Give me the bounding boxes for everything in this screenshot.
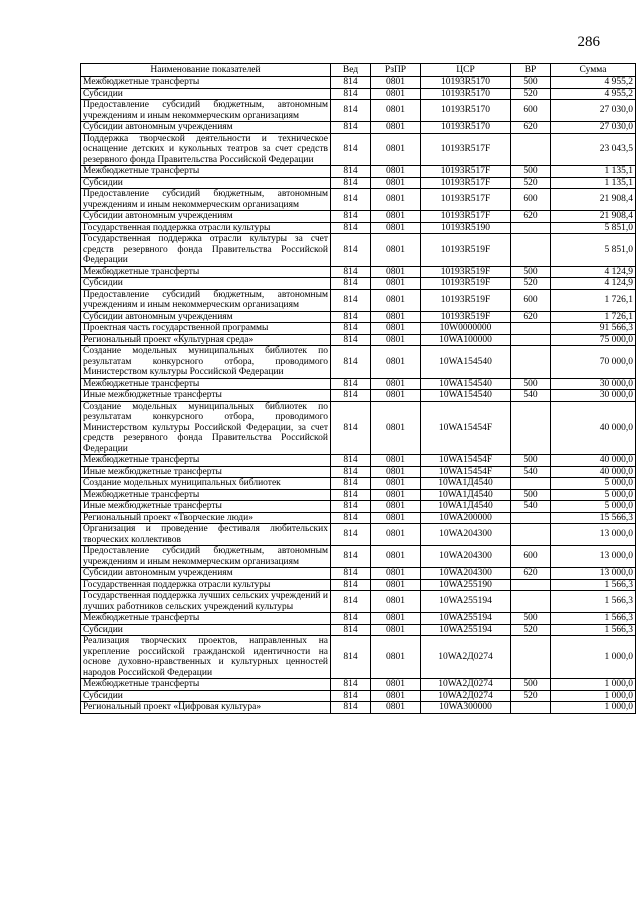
cell-vr: 600: [511, 289, 551, 311]
cell-name: Создание модельных муниципальных библиотек по результатам конкурсного отбора, проводимого Министерством культуры Российской Федерации, за счет средств резервного фонда Правительства Российской Федерации: [81, 401, 331, 455]
cell-csr: 10WA100000: [421, 334, 511, 346]
cell-sum: 1 000,0: [551, 702, 636, 714]
cell-rzpr: 0801: [371, 100, 421, 122]
table-row: [81, 390, 636, 402]
table-row: [81, 334, 636, 346]
cell-rzpr: 0801: [371, 289, 421, 311]
cell-vr: 600: [511, 546, 551, 568]
cell-ved: 814: [331, 512, 371, 524]
cell-ved: 814: [331, 546, 371, 568]
cell-name: Межбюджетные трансферты: [81, 613, 331, 625]
cell-sum: 1 000,0: [551, 679, 636, 691]
cell-name: Межбюджетные трансферты: [81, 77, 331, 89]
cell-csr: 10193R517F: [421, 166, 511, 178]
cell-rzpr: 0801: [371, 346, 421, 379]
cell-rzpr: 0801: [371, 334, 421, 346]
cell-rzpr: 0801: [371, 234, 421, 267]
cell-ved: 814: [331, 222, 371, 234]
cell-name: Субсидии автономным учреждениям: [81, 122, 331, 134]
cell-csr: 10WA204300: [421, 568, 511, 580]
cell-ved: 814: [331, 266, 371, 278]
cell-rzpr: 0801: [371, 401, 421, 455]
cell-csr: 10WA154540: [421, 390, 511, 402]
cell-ved: 814: [331, 401, 371, 455]
cell-ved: 814: [331, 289, 371, 311]
cell-vr: [511, 133, 551, 166]
cell-vr: 620: [511, 122, 551, 134]
cell-csr: 10WA1Д4540: [421, 478, 511, 490]
cell-ved: 814: [331, 323, 371, 335]
cell-name: Межбюджетные трансферты: [81, 378, 331, 390]
cell-rzpr: 0801: [371, 378, 421, 390]
cell-vr: 520: [511, 177, 551, 189]
cell-vr: [511, 478, 551, 490]
cell-csr: 10193R517F: [421, 177, 511, 189]
cell-sum: 23 043,5: [551, 133, 636, 166]
cell-rzpr: 0801: [371, 591, 421, 613]
table-row: [81, 455, 636, 467]
cell-csr: 10193R5170: [421, 77, 511, 89]
cell-csr: 10193R5170: [421, 88, 511, 100]
cell-name: Создание модельных муниципальных библиотек: [81, 478, 331, 490]
cell-vr: 500: [511, 489, 551, 501]
cell-vr: 520: [511, 88, 551, 100]
cell-rzpr: 0801: [371, 489, 421, 501]
cell-rzpr: 0801: [371, 512, 421, 524]
cell-csr: 10WA255194: [421, 591, 511, 613]
cell-csr: 10193R519F: [421, 266, 511, 278]
cell-name: Межбюджетные трансферты: [81, 679, 331, 691]
cell-rzpr: 0801: [371, 211, 421, 223]
cell-sum: 1 566,3: [551, 579, 636, 591]
cell-ved: 814: [331, 591, 371, 613]
page-number: 286: [577, 34, 600, 50]
table-row: [81, 346, 636, 379]
cell-rzpr: 0801: [371, 579, 421, 591]
table-row: [81, 591, 636, 613]
cell-rzpr: 0801: [371, 266, 421, 278]
cell-vr: [511, 636, 551, 679]
cell-sum: 13 000,0: [551, 524, 636, 546]
cell-name: Иные межбюджетные трансферты: [81, 501, 331, 513]
table-body: [81, 77, 636, 714]
table-row: [81, 512, 636, 524]
cell-name: Региональный проект «Культурная среда»: [81, 334, 331, 346]
cell-ved: 814: [331, 346, 371, 379]
cell-rzpr: 0801: [371, 546, 421, 568]
cell-rzpr: 0801: [371, 636, 421, 679]
cell-sum: 5 000,0: [551, 478, 636, 490]
cell-csr: 10WA2Д0274: [421, 690, 511, 702]
cell-sum: 1 135,1: [551, 177, 636, 189]
table-row: [81, 222, 636, 234]
cell-rzpr: 0801: [371, 466, 421, 478]
cell-csr: 10193R517F: [421, 133, 511, 166]
cell-ved: 814: [331, 177, 371, 189]
table-row: [81, 378, 636, 390]
cell-csr: 10193R517F: [421, 189, 511, 211]
cell-sum: 1 566,3: [551, 624, 636, 636]
cell-rzpr: 0801: [371, 189, 421, 211]
cell-vr: [511, 524, 551, 546]
table-row: [81, 278, 636, 290]
table-row: [81, 266, 636, 278]
table-row: [81, 311, 636, 323]
cell-csr: 10WA15454F: [421, 466, 511, 478]
header-vr: ВР: [511, 64, 551, 77]
cell-ved: 814: [331, 455, 371, 467]
cell-name: Иные межбюджетные трансферты: [81, 390, 331, 402]
cell-csr: 10W0000000: [421, 323, 511, 335]
header-rzpr: РзПР: [371, 64, 421, 77]
cell-sum: 1 000,0: [551, 636, 636, 679]
cell-name: Межбюджетные трансферты: [81, 455, 331, 467]
cell-vr: 500: [511, 455, 551, 467]
cell-csr: 10193R519F: [421, 234, 511, 267]
table-row: [81, 624, 636, 636]
table-row: [81, 636, 636, 679]
cell-ved: 814: [331, 579, 371, 591]
cell-csr: 10193R519F: [421, 289, 511, 311]
cell-csr: 10WA200000: [421, 512, 511, 524]
cell-vr: 600: [511, 189, 551, 211]
cell-ved: 814: [331, 189, 371, 211]
cell-rzpr: 0801: [371, 679, 421, 691]
cell-csr: 10193R5170: [421, 122, 511, 134]
cell-csr: 10193R519F: [421, 278, 511, 290]
cell-rzpr: 0801: [371, 88, 421, 100]
cell-csr: 10WA2Д0274: [421, 679, 511, 691]
cell-rzpr: 0801: [371, 478, 421, 490]
cell-csr: 10WA255194: [421, 624, 511, 636]
table-row: [81, 166, 636, 178]
cell-name: Субсидии: [81, 690, 331, 702]
table-row: [81, 478, 636, 490]
cell-rzpr: 0801: [371, 133, 421, 166]
cell-sum: 40 000,0: [551, 455, 636, 467]
cell-ved: 814: [331, 568, 371, 580]
cell-vr: [511, 222, 551, 234]
table-row: [81, 289, 636, 311]
cell-sum: 4 124,9: [551, 266, 636, 278]
header-sum: Сумма: [551, 64, 636, 77]
cell-csr: 10WA204300: [421, 524, 511, 546]
cell-ved: 814: [331, 702, 371, 714]
cell-ved: 814: [331, 466, 371, 478]
cell-name: Создание модельных муниципальных библиотек по результатам конкурсного отбора, проводимого Министерством культуры Российской Федерации: [81, 346, 331, 379]
cell-vr: 500: [511, 77, 551, 89]
cell-rzpr: 0801: [371, 323, 421, 335]
cell-csr: 10WA154540: [421, 378, 511, 390]
cell-name: Субсидии автономным учреждениям: [81, 311, 331, 323]
cell-vr: [511, 334, 551, 346]
cell-rzpr: 0801: [371, 311, 421, 323]
cell-rzpr: 0801: [371, 568, 421, 580]
table-row: [81, 546, 636, 568]
cell-csr: 10WA255190: [421, 579, 511, 591]
table-row: [81, 211, 636, 223]
cell-ved: 814: [331, 679, 371, 691]
cell-sum: 40 000,0: [551, 466, 636, 478]
header-ved: Вед: [331, 64, 371, 77]
cell-rzpr: 0801: [371, 624, 421, 636]
cell-sum: 40 000,0: [551, 401, 636, 455]
cell-ved: 814: [331, 636, 371, 679]
cell-sum: 27 030,0: [551, 100, 636, 122]
cell-vr: 500: [511, 613, 551, 625]
cell-name: Субсидии автономным учреждениям: [81, 211, 331, 223]
cell-ved: 814: [331, 133, 371, 166]
cell-rzpr: 0801: [371, 390, 421, 402]
cell-sum: 30 000,0: [551, 390, 636, 402]
cell-vr: 500: [511, 266, 551, 278]
table-row: [81, 177, 636, 189]
cell-sum: 4 955,2: [551, 77, 636, 89]
cell-ved: 814: [331, 100, 371, 122]
cell-sum: 21 908,4: [551, 189, 636, 211]
cell-csr: 10193R517F: [421, 211, 511, 223]
cell-ved: 814: [331, 489, 371, 501]
cell-vr: 600: [511, 100, 551, 122]
cell-csr: 10WA154540: [421, 346, 511, 379]
cell-name: Региональный проект «Творческие люди»: [81, 512, 331, 524]
cell-csr: 10WA1Д4540: [421, 489, 511, 501]
cell-sum: 4 124,9: [551, 278, 636, 290]
cell-sum: 15 566,3: [551, 512, 636, 524]
cell-rzpr: 0801: [371, 222, 421, 234]
cell-name: Межбюджетные трансферты: [81, 166, 331, 178]
budget-table: [80, 63, 636, 714]
cell-csr: 10WA15454F: [421, 455, 511, 467]
cell-csr: 10193R519F: [421, 311, 511, 323]
cell-rzpr: 0801: [371, 166, 421, 178]
cell-sum: 91 566,3: [551, 323, 636, 335]
table-row: [81, 234, 636, 267]
cell-vr: [511, 512, 551, 524]
cell-sum: 1 566,3: [551, 613, 636, 625]
table-row: [81, 122, 636, 134]
cell-sum: 1 566,3: [551, 591, 636, 613]
cell-rzpr: 0801: [371, 122, 421, 134]
cell-csr: 10WA2Д0274: [421, 636, 511, 679]
cell-csr: 10WA255194: [421, 613, 511, 625]
cell-csr: 10WA300000: [421, 702, 511, 714]
table-row: [81, 401, 636, 455]
cell-rzpr: 0801: [371, 690, 421, 702]
cell-sum: 30 000,0: [551, 378, 636, 390]
cell-sum: 5 851,0: [551, 222, 636, 234]
cell-rzpr: 0801: [371, 77, 421, 89]
header-csr: ЦСР: [421, 64, 511, 77]
cell-name: Межбюджетные трансферты: [81, 489, 331, 501]
cell-csr: 10WA15454F: [421, 401, 511, 455]
cell-vr: [511, 346, 551, 379]
cell-vr: 620: [511, 311, 551, 323]
cell-ved: 814: [331, 524, 371, 546]
table-row: [81, 77, 636, 89]
cell-rzpr: 0801: [371, 702, 421, 714]
cell-csr: 10WA1Д4540: [421, 501, 511, 513]
cell-ved: 814: [331, 613, 371, 625]
cell-rzpr: 0801: [371, 177, 421, 189]
cell-name: Иные межбюджетные трансферты: [81, 466, 331, 478]
cell-sum: 5 000,0: [551, 489, 636, 501]
cell-sum: 1 000,0: [551, 690, 636, 702]
cell-sum: 70 000,0: [551, 346, 636, 379]
table-row: [81, 690, 636, 702]
cell-name: Региональный проект «Цифровая культура»: [81, 702, 331, 714]
table-row: [81, 579, 636, 591]
cell-vr: 620: [511, 211, 551, 223]
cell-name: Предоставление субсидий бюджетным, автономным учреждениям и иным некоммерческим организациям: [81, 100, 331, 122]
cell-name: Субсидии: [81, 177, 331, 189]
cell-rzpr: 0801: [371, 278, 421, 290]
cell-vr: [511, 579, 551, 591]
cell-ved: 814: [331, 77, 371, 89]
cell-name: Субсидии автономным учреждениям: [81, 568, 331, 580]
cell-name: Государственная поддержка лучших сельских учреждений и лучших работников сельских учреждений культуры: [81, 591, 331, 613]
cell-vr: [511, 234, 551, 267]
table-row: [81, 323, 636, 335]
cell-name: Субсидии: [81, 88, 331, 100]
table-row: [81, 568, 636, 580]
cell-vr: [511, 702, 551, 714]
table-row: [81, 133, 636, 166]
cell-name: Предоставление субсидий бюджетным, автономным учреждениям и иным некоммерческим организациям: [81, 189, 331, 211]
table-row: [81, 702, 636, 714]
cell-name: Организация и проведение фестиваля любительских творческих коллективов: [81, 524, 331, 546]
cell-rzpr: 0801: [371, 501, 421, 513]
cell-sum: 1 726,1: [551, 289, 636, 311]
cell-sum: 4 955,2: [551, 88, 636, 100]
cell-ved: 814: [331, 278, 371, 290]
cell-vr: 500: [511, 679, 551, 691]
cell-vr: 520: [511, 624, 551, 636]
cell-vr: 540: [511, 466, 551, 478]
cell-vr: 500: [511, 166, 551, 178]
cell-ved: 814: [331, 334, 371, 346]
table-row: [81, 679, 636, 691]
cell-ved: 814: [331, 122, 371, 134]
cell-vr: 540: [511, 501, 551, 513]
cell-name: Межбюджетные трансферты: [81, 266, 331, 278]
cell-ved: 814: [331, 690, 371, 702]
table-row: [81, 100, 636, 122]
cell-ved: 814: [331, 478, 371, 490]
cell-ved: 814: [331, 211, 371, 223]
cell-csr: 10193R5190: [421, 222, 511, 234]
cell-rzpr: 0801: [371, 455, 421, 467]
cell-vr: [511, 323, 551, 335]
cell-ved: 814: [331, 234, 371, 267]
cell-csr: 10193R5170: [421, 100, 511, 122]
cell-vr: 520: [511, 278, 551, 290]
table-row: [81, 88, 636, 100]
table-row: [81, 501, 636, 513]
cell-name: Субсидии: [81, 278, 331, 290]
cell-sum: 75 000,0: [551, 334, 636, 346]
cell-vr: [511, 401, 551, 455]
table-row: [81, 189, 636, 211]
cell-vr: 520: [511, 690, 551, 702]
cell-csr: 10WA204300: [421, 546, 511, 568]
table-row: [81, 613, 636, 625]
cell-sum: 5 851,0: [551, 234, 636, 267]
cell-vr: 620: [511, 568, 551, 580]
cell-ved: 814: [331, 378, 371, 390]
cell-name: Поддержка творческой деятельности и техническое оснащение детских и кукольных театров за счет средств резервного фонда Правительства Российской Федерации: [81, 133, 331, 166]
cell-sum: 27 030,0: [551, 122, 636, 134]
cell-sum: 1 135,1: [551, 166, 636, 178]
cell-name: Государственная поддержка отрасли культуры: [81, 222, 331, 234]
cell-ved: 814: [331, 624, 371, 636]
cell-name: Предоставление субсидий бюджетным, автономным учреждениям и иным некоммерческим организациям: [81, 289, 331, 311]
cell-ved: 814: [331, 501, 371, 513]
table-row: [81, 466, 636, 478]
cell-vr: [511, 591, 551, 613]
cell-name: Реализация творческих проектов, направленных на укрепление российской гражданской идентичности на основе духовно-нравственных и культурных ценностей народов Российской Федерации: [81, 636, 331, 679]
cell-rzpr: 0801: [371, 613, 421, 625]
cell-name: Государственная поддержка отрасли культуры за счет средств резервного фонда Правительства Российской Федерации: [81, 234, 331, 267]
cell-name: Государственная поддержка отрасли культуры: [81, 579, 331, 591]
cell-ved: 814: [331, 88, 371, 100]
table-row: [81, 524, 636, 546]
cell-sum: 13 000,0: [551, 568, 636, 580]
cell-name: Проектная часть государственной программы: [81, 323, 331, 335]
cell-vr: 540: [511, 390, 551, 402]
cell-ved: 814: [331, 390, 371, 402]
header-name: Наименование показателей: [81, 64, 331, 77]
cell-sum: 21 908,4: [551, 211, 636, 223]
table-row: [81, 489, 636, 501]
cell-name: Субсидии: [81, 624, 331, 636]
cell-sum: 5 000,0: [551, 501, 636, 513]
cell-ved: 814: [331, 311, 371, 323]
cell-ved: 814: [331, 166, 371, 178]
cell-name: Предоставление субсидий бюджетным, автономным учреждениям и иным некоммерческим организациям: [81, 546, 331, 568]
cell-sum: 1 726,1: [551, 311, 636, 323]
cell-rzpr: 0801: [371, 524, 421, 546]
table-header-row: [81, 64, 636, 77]
cell-vr: 500: [511, 378, 551, 390]
cell-sum: 13 000,0: [551, 546, 636, 568]
